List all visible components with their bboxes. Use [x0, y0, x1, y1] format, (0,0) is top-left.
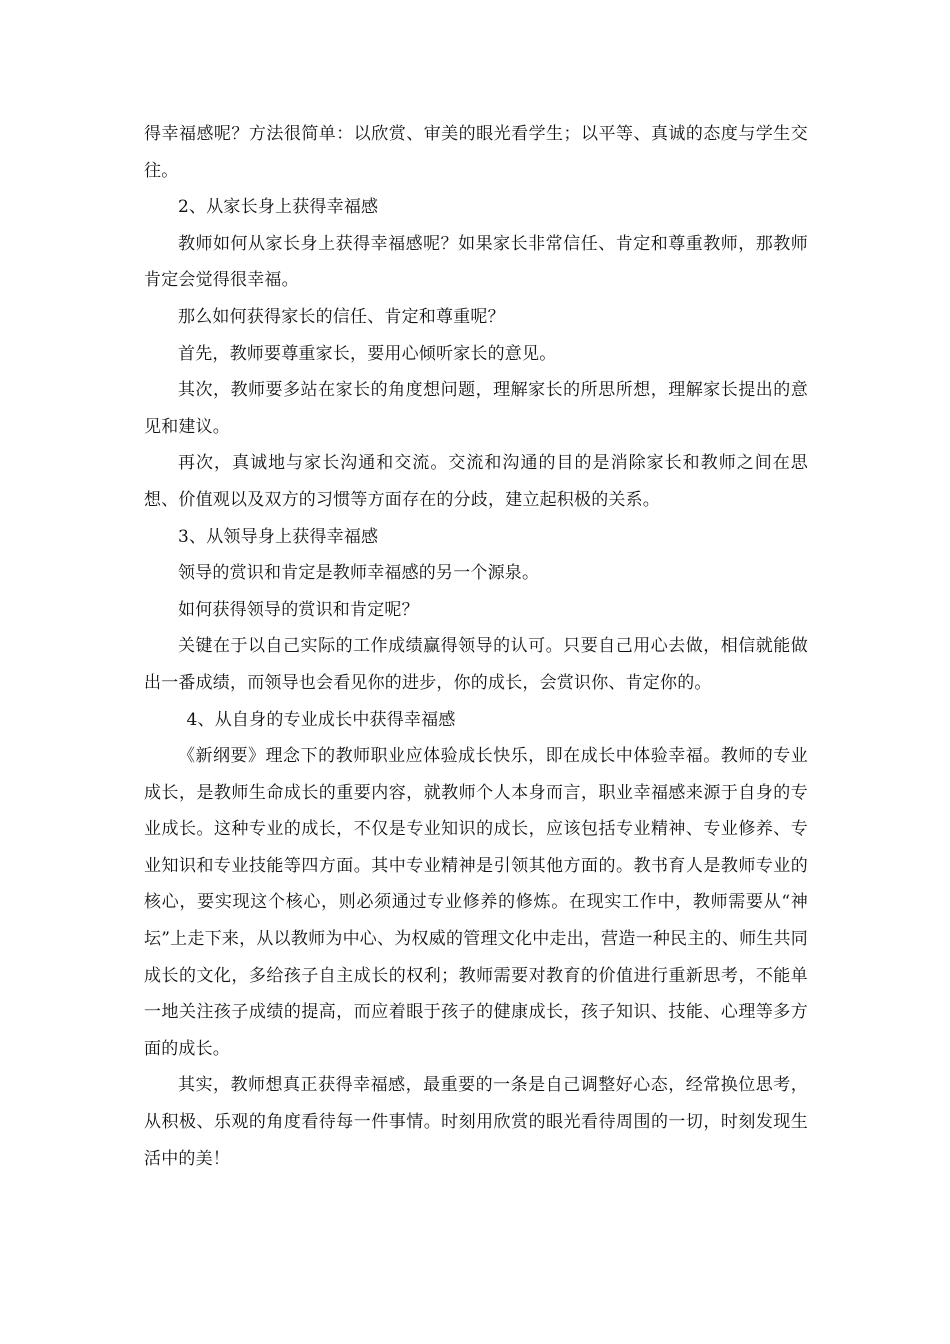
paragraph: 那么如何获得家长的信任、肯定和尊重呢？	[178, 306, 505, 327]
paragraph: 再次，真诚地与家长沟通和交流。交流和沟通的目的是消除家长和教师之间在思想、价值观以及双方的习惯等方面存在的分歧，建立起积极的关系。	[144, 453, 808, 510]
paragraph-closing: 其实，教师想真正获得幸福感，最重要的一条是自己调整好心态，经常换位思考，从积极、乐观的角度看待每一件事情。时刻用欣赏的眼光看待周围的一切，时刻发现生活中的美！	[144, 1075, 808, 1169]
paragraph: 其次，教师要多站在家长的角度想问题，理解家长的所思所想，理解家长提出的意见和建议。	[144, 380, 808, 437]
paragraph: 领导的赏识和肯定是教师幸福感的另一个源泉。	[178, 563, 540, 584]
paragraph-continuation: 得幸福感呢？方法很简单：以欣赏、审美的眼光看学生；以平等、真诚的态度与学生交往。	[144, 124, 808, 181]
paragraph: 教师如何从家长身上获得幸福感呢？如果家长非常信任、肯定和尊重教师，那教师肯定会觉得很幸福。	[144, 233, 808, 291]
paragraph: 如何获得领导的赏识和肯定呢？	[178, 599, 419, 620]
section-heading-3: 3、从领导身上获得幸福感	[178, 526, 379, 547]
document-page	[144, 116, 808, 1177]
paragraph: 《新纲要》理念下的教师职业应体验成长快乐，即在成长中体验幸福。教师的专业成长，是教师生命成长的重要内容，就教师个人本身而言，职业幸福感来源于自身的专业成长。这种专业的成长，不仅是专业知识的成长，应该包括专业精神、专业修养、专业知识和专业技能等四方面。其中专业精神是引领其他方面的。教书育人是教师专业的核心，要实现这个核心，则必须通过专业修养的修炼。在现实工作中，教师需要从“神坛”上走下来，从以教师为中心、为权威的管理文化中走出，营造一种民主的、师生共同成长的文化，多给孩子自主成长的权利；教师需要对教育的价值进行重新思考，不能单一地关注孩子成绩的提高，而应着眼于孩子的健康成长，孩子知识、技能、心理等多方面的成长。	[144, 746, 808, 1059]
section-heading-2: 2、从家长身上获得幸福感	[178, 197, 379, 218]
paragraph: 首先，教师要尊重家长，要用心倾听家长的意见。	[178, 343, 557, 364]
paragraph: 关键在于以自己实际的工作成绩赢得领导的认可。只要自己用心去做，相信就能做出一番成绩，而领导也会看见你的进步，你的成长，会赏识你、肯定你的。	[144, 636, 808, 693]
section-heading-4: 4、从自身的专业成长中获得幸福感	[186, 709, 456, 730]
